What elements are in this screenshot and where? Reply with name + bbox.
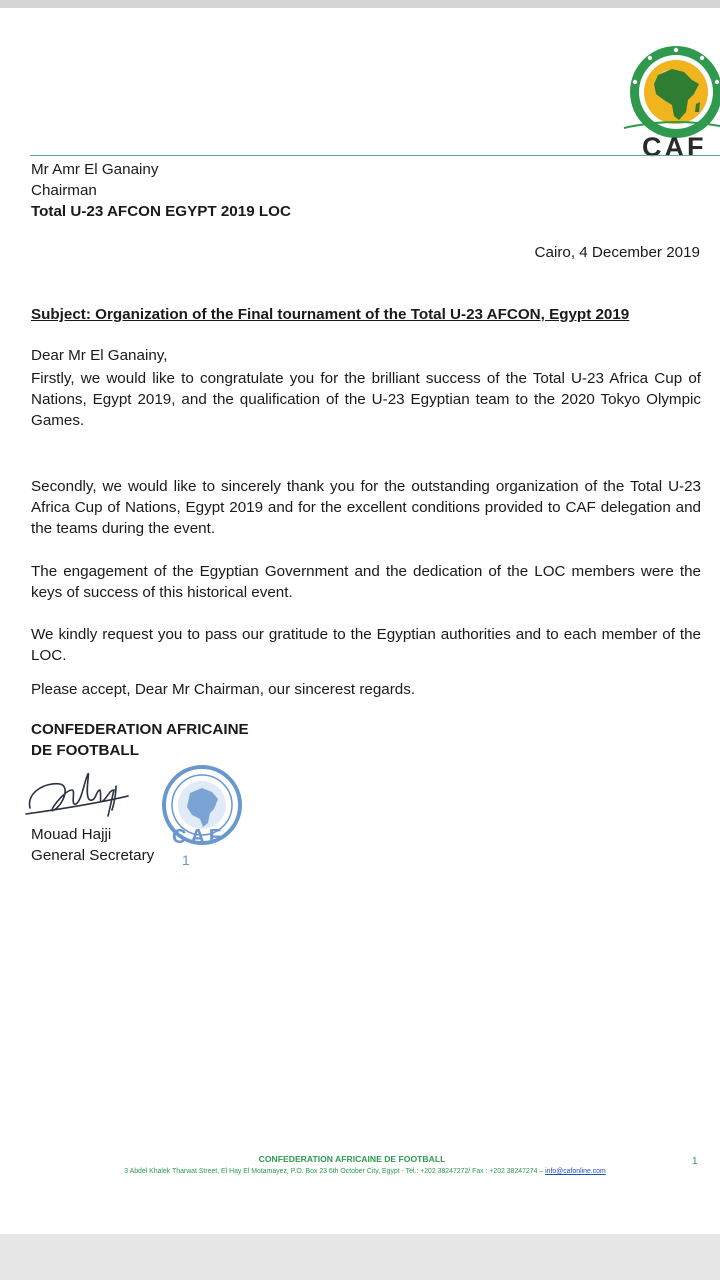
salutation: Dear Mr El Ganainy, <box>31 347 168 364</box>
sender-org-line1: CONFEDERATION AFRICAINE <box>31 721 249 738</box>
recipient-organization: Total U-23 AFCON EGYPT 2019 LOC <box>31 203 291 220</box>
footer-email-link[interactable]: info@cafonline.com <box>545 1168 606 1175</box>
header-rule <box>30 155 720 156</box>
sender-org-line2: DE FOOTBALL <box>31 742 139 759</box>
page-number: 1 <box>692 1156 698 1167</box>
photo-bottom-margin <box>0 1234 720 1280</box>
footer-address: 3 Abdel Khalek Tharwat Street, El Hay El Motamayez, P.O. Box 23 6th October City, Egypt - Tel.: +202 38247272/ Fax : +202 38247274 – <box>124 1168 546 1175</box>
subject-line: Subject: Organization of the Final tournament of the Total U-23 AFCON, Egypt 2019 <box>31 306 630 323</box>
paragraph-thanks: Secondly, we would like to sincerely thank you for the outstanding organization of the Total U-23 Africa Cup of Nations, Egypt 2019 and for the excellent conditions provided to CAF delegation and the teams during the event. <box>31 478 701 537</box>
recipient-title: Chairman <box>31 182 97 199</box>
letter-date: Cairo, 4 December 2019 <box>534 244 700 261</box>
sender-title: General Secretary <box>31 847 155 864</box>
letter-page <box>0 8 720 1234</box>
stamp-number: 1 <box>182 852 190 868</box>
caf-stamp <box>150 763 254 871</box>
paragraph-congratulations: Firstly, we would like to congratulate you for the brilliant success of the Total U-23 Africa Cup of Nations, Egypt 2019, and the qualification of the U-23 Egyptian team to the 2020 Tokyo Olympic Games. <box>31 370 701 429</box>
recipient-name: Mr Amr El Ganainy <box>31 161 159 178</box>
footer-address-line <box>0 1168 720 1175</box>
handwritten-signature <box>24 760 134 826</box>
closing-line: Please accept, Dear Mr Chairman, our sincerest regards. <box>31 681 416 698</box>
caf-logo <box>622 42 720 160</box>
sender-name: Mouad Hajji <box>31 826 112 843</box>
caf-logo-text: CAF <box>642 132 707 160</box>
photo-top-margin <box>0 0 720 8</box>
paragraph-engagement: The engagement of the Egyptian Government and the dedication of the LOC members were the keys of success of this historical event. <box>31 563 701 601</box>
footer-organization: CONFEDERATION AFRICAINE DE FOOTBALL <box>258 1154 446 1164</box>
paragraph-request: We kindly request you to pass our gratitude to the Egyptian authorities and to each member of the LOC. <box>31 626 701 664</box>
stamp-text: CAF <box>172 826 226 848</box>
